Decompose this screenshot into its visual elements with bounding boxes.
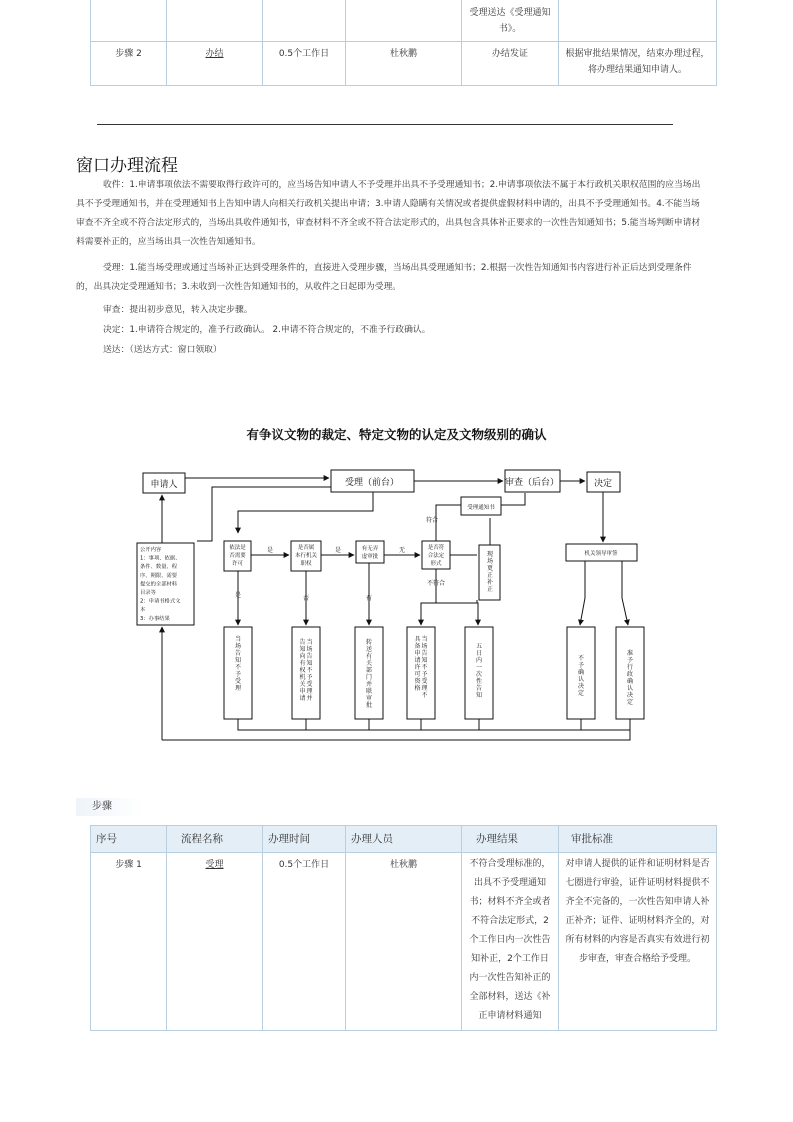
q4-lines-line: 合法定	[427, 553, 445, 559]
cell-result: 不符合受理标准的，出具不予受理通知书；材料不齐全或者不符合法定形式，2个工作日内一次性告知补正，2个工作日内一次性告知补正的全部材料，送达《补正申请材料通知	[462, 853, 559, 1031]
q4-lines-line: 是否符	[427, 545, 445, 551]
cell-person: 杜秋鹏	[346, 853, 462, 1031]
cell-person: 杜秋鹏	[346, 42, 462, 86]
step-name-link[interactable]: 受理	[205, 860, 224, 870]
public-lines-line: 2：申请书格式文	[140, 598, 181, 605]
node-applicant-label: 申请人	[150, 480, 178, 490]
vertical-b7: 准予行政确认决定	[626, 650, 634, 706]
q4-lines-line: 形式	[430, 561, 442, 567]
public-lines-line: 1：事项、依据、	[140, 555, 181, 562]
public-lines-line: 序、期限、需要	[140, 572, 178, 579]
public-lines-line: 条件、数量、程	[140, 564, 178, 571]
cell-result: 办结发证	[462, 42, 559, 86]
header-person: 办理人员	[346, 826, 462, 853]
public-lines-line: 公开内容	[140, 547, 162, 553]
cell-standard: 根据审批结果情况，结束办理过程，将办理结果通知申请人。	[559, 42, 717, 86]
node-review-label: 审查（后台）	[504, 478, 560, 488]
public-lines-line: 3：办事结果	[140, 615, 170, 622]
flowchart-title: 有争议文物的裁定、特定文物的认定及文物级别的确认	[246, 427, 547, 442]
header-standard: 审批标准	[559, 826, 717, 853]
vertical-b2: 当场告知不予受理并告知向有权机关申请	[299, 639, 313, 702]
label-yes-3: 是	[234, 592, 242, 599]
q2-lines-line: 本行机关	[294, 553, 318, 559]
public-lines-line: 提交的全部材料	[140, 581, 178, 588]
label-none: 无	[398, 547, 406, 554]
q1-lines-line: 依法是	[229, 545, 246, 551]
table-header-row	[91, 826, 717, 853]
header-time: 办理时间	[263, 826, 346, 853]
label-no: 否	[302, 595, 310, 602]
cell-time: 0.5个工作日	[263, 853, 346, 1031]
node-accept-label: 受理（前台）	[344, 478, 400, 488]
vertical-b3: 转送有关部门并联审批	[365, 639, 373, 709]
cell-standard: 对申请人提供的证件和证明材料是否七圈进行审验，证件证明材料提供不齐全不完备的，一次性告知申请人补正补齐；证件、证明材料齐全的，对所有材料的内容是否真实有效进行初步审查，审查合格给予受理。	[559, 853, 717, 1031]
label-have: 有	[365, 595, 373, 602]
header-result: 办理结果	[462, 826, 559, 853]
q3-lines-line: 虚审批	[361, 554, 379, 560]
q2-lines-line: 职权	[300, 561, 312, 567]
paragraph-review: 审查：提出初步意见，转入决定步骤。	[103, 305, 253, 315]
section-title: 窗口办理流程	[76, 156, 178, 176]
vertical-b6: 不予确认决定	[577, 655, 585, 697]
vertical-correct: 现场更正补正	[486, 551, 494, 593]
public-lines-line: 目录等	[140, 590, 156, 596]
label-noncomply: 不符合	[426, 580, 446, 587]
paragraph-decide: 决定：1.申请符合规定的，准予行政确认。 2.申请不符合规定的，不准予行政确认。	[103, 325, 431, 335]
steps-label: 步骤	[76, 798, 142, 816]
paragraph-receive: 收件：1.申请事项依法不需要取得行政许可的，应当场告知申请人不予受理并出具不予受理通知书；2.申请事项依法不属于本行政机关职权范围的应当场出具不予受理通知书，并在受理通知书上告知申请人向相关行政机关提出申请；3.申请人隐瞒有关情况或者提供虚假材料申请的，出具不予受理通知书。4.不能当场审查不齐全或不符合法定形式的，当场出具收件通知书，审查材料不齐全或不符合法定形式的，出具包含具体补正要求的一次性告知通知书；5.能当场判断申请材料需要补正的，应当场出具一次性告知通知书。	[76, 180, 701, 247]
q2-lines-line: 是否属	[297, 545, 315, 551]
q3-lines-line: 有无弄	[361, 546, 379, 552]
header-name: 流程名称	[167, 826, 263, 853]
cell-step: 步骤 1	[91, 853, 167, 1031]
step-name-link[interactable]: 办结	[205, 49, 224, 59]
vertical-b1: 当场告知不予受理	[234, 636, 242, 692]
cell-step: 步骤 2	[91, 42, 167, 86]
node-notice-label: 受理通知书	[467, 505, 495, 511]
header-seq: 序号	[91, 826, 167, 853]
bottom-process-table	[90, 825, 717, 1031]
cell-result: 受理送达《受理通知书》。	[462, 0, 559, 42]
vertical-b5: 五日内一次性告知	[475, 643, 483, 699]
paragraph-accept: 受理：1.能当场受理或通过当场补正达到受理条件的，直接进入受理步骤，当场出具受理通知书；2.根据一次性告知通知书内容进行补正后达到受理条件的，出具决定受理通知书；3.未收到一次性告知通知书的，从收件之日起即为受理。	[76, 263, 692, 292]
node-leader-label: 机关领导审签	[584, 551, 618, 557]
cell-time: 0.5个工作日	[263, 42, 346, 86]
vertical-b4: 当场告知不予受理不具备申请许可资格	[414, 636, 428, 699]
q1-lines-line: 许可	[231, 561, 244, 567]
q1-lines-line: 否需要	[229, 553, 246, 559]
paragraph-deliver: 送达：（送达方式：窗口领取）	[103, 345, 222, 355]
node-decide-label: 决定	[593, 479, 613, 489]
label-yes-2: 是	[334, 547, 342, 554]
table-row	[91, 853, 717, 1031]
label-comply: 符合	[425, 517, 439, 524]
public-lines-line: 本	[140, 607, 146, 614]
label-yes-1: 是	[266, 547, 274, 554]
